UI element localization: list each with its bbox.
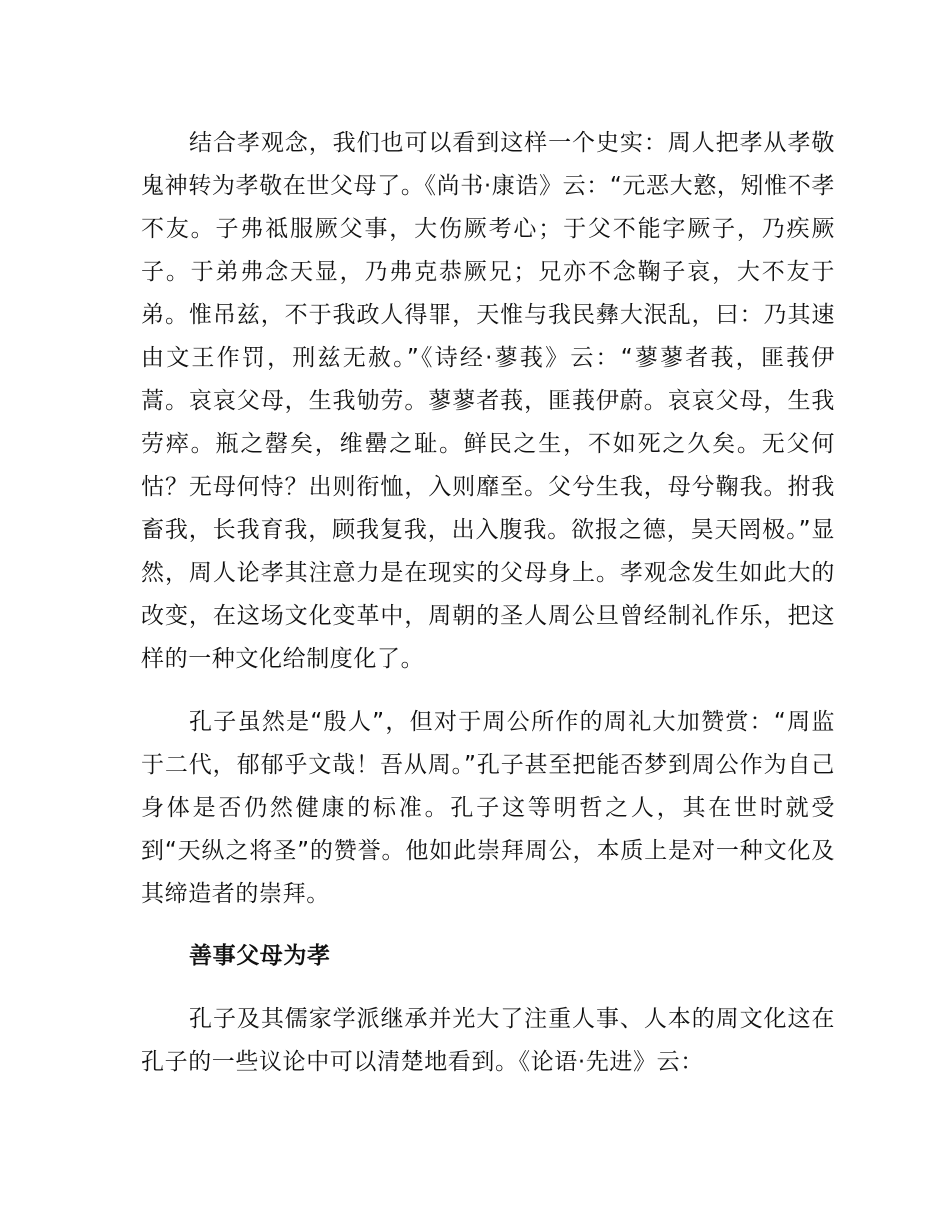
paragraph-confucius-zhou: 孔子虽然是“殷人”，但对于周公所作的周礼大加赞赏：“周监于二代，郁郁乎文哉！吾从周。”孔子甚至把能否梦到周公作为自己身体是否仍然健康的标准。孔子这等明哲之人，其在世时就受到“天纵之将圣”的赞誉。他如此崇拜周公，本质上是对一种文化及其缔造者的崇拜。: [141, 709, 835, 907]
section-heading: 善事父母为孝: [189, 943, 331, 969]
document-page: [141, 122, 835, 1084]
paragraph-filial-piety-history: 结合孝观念，我们也可以看到这样一个史实：周人把孝从孝敬鬼神转为孝敬在世父母了。《尚书·康诰》云：“元恶大憝，矧惟不孝不友。子弗祗服厥父事，大伤厥考心；于父不能字厥子，乃疾厥子。于弟弗念天显，乃弗克恭厥兄；兄亦不念鞠子哀，大不友于弟。惟吊兹，不于我政人得罪，天惟与我民彝大泯乱，曰：乃其速由文王作罚，刑兹无赦。”《诗经·蓼莪》云：“蓼蓼者莪，匪莪伊蒿。哀哀父母，生我劬劳。蓼蓼者莪，匪莪伊蔚。哀哀父母，生我劳瘁。瓶之罄矣，维罍之耻。鲜民之生，不如死之久矣。无父何怙？无母何恃？出则衔恤，入则靡至。父兮生我，母兮鞠我。拊我畜我，长我育我，顾我复我，出入腹我。欲报之德，昊天罔极。”显然，周人论孝其注意力是在现实的父母身上。孝观念发生如此大的改变，在这场文化变革中，周朝的圣人周公旦曾经制礼作乐，把这样的一种文化给制度化了。: [141, 130, 835, 672]
paragraph-confucian-school: 孔子及其儒家学派继承并光大了注重人事、人本的周文化这在孔子的一些议论中可以清楚地看到。《论语·先进》云：: [141, 1006, 835, 1075]
